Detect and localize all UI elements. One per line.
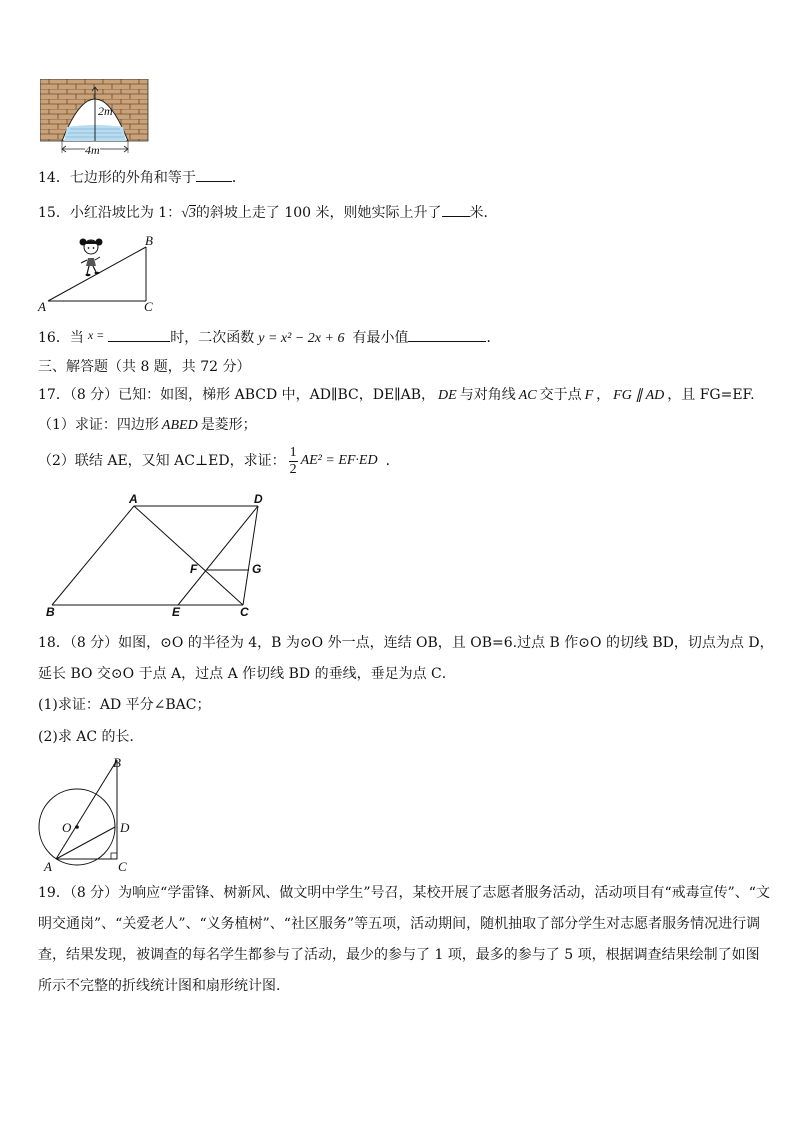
question-18-part2: (2)求 AC 的长． [38,729,144,745]
question-15 [38,202,498,224]
q17-mid1: 与对角线 [459,387,516,403]
q15-number: 15． [38,205,70,221]
one-half-fraction [289,445,298,478]
question-17-part1 [38,415,257,436]
q17-fg-ad: FG ∥ AD [613,388,665,403]
trap-label-g: G [252,562,262,576]
question-18-part1: (1)求证：AD 平分∠BAC； [38,697,211,713]
q16-x-eq: x = [87,328,105,342]
trapezoid-figure [40,490,280,620]
frac-numerator: 1 [289,444,297,460]
q16-text-b: 时，二次函数 [170,330,255,346]
q17-part2-prefix: （2）联结 AE，又知 AC⊥ED，求证： [38,453,286,469]
q16-text-a: 当 [69,330,84,346]
sqrt-radicand: 3 [188,206,196,221]
q15-sqrt [181,205,196,221]
circle-tangent-figure [34,755,144,875]
q17-part1-suffix: 是菱形； [200,417,257,433]
slope-label-a: A [38,299,46,314]
q14-text: 七边形的外角和等于 [69,170,196,186]
height-label: 2m [98,104,113,118]
q17-abed: ABED [161,418,198,433]
trap-label-e: E [172,605,181,619]
q16-function: y = x² − 2x + 6 [258,331,345,346]
trap-label-a: A [129,492,138,506]
section-heading: 三、解答题（共 8 题，共 72 分） [38,359,251,375]
question-17-part2 [38,441,400,481]
question-19-line1: 19．（8 分）为响应“学雷锋、树新风、做文明中学生”号召，某校开展了志愿者服务活动，活动项目有“戒毒宣传”、“文 [38,885,770,901]
question-19-line4: 所示不完整的折线统计图和扇形统计图. [38,978,281,994]
trap-label-c: C [240,605,249,619]
q15-answer-blank[interactable] [442,202,470,217]
question-18-line1: 18．（8 分）如图，⊙O 的半径为 4，B 为⊙O 外一点，连结 OB，且 OB=6.过点 B 作⊙O 的切线 BD，切点为点 D， [38,635,774,651]
circle-label-b: B [113,755,121,770]
question-14 [38,167,246,188]
q14-end: ． [231,170,246,186]
q17-part2-suffix: ． [385,453,400,469]
q15-text-a: 小红沿坡比为 1： [69,205,182,221]
slope-figure [36,233,166,315]
question-19-line3: 查，结果发现，被调查的每名学生都参与了活动，最少的参与了 1 项，最多的参与了 5 项，根据调查结果绘制了如图 [38,947,760,963]
width-label: 4m [85,143,100,157]
question-19-line2: 明交通岗”、“关爱老人”、“义务植树”、“社区服务”等五项，活动期间，随机抽取了部分学生对志愿者服务情况进行调 [38,916,761,932]
slope-label-c: C [144,299,153,314]
q17-tail: ，且 FG=EF. [667,387,755,403]
q16-text-c: 有最小值 [352,330,409,346]
circle-label-c: C [118,859,127,874]
q16-x-blank[interactable] [108,327,170,342]
sqrt-sign: √ [181,206,189,221]
trap-label-b: B [46,605,55,619]
q17-comma: ， [596,387,611,403]
q15-end: 米． [469,205,498,221]
q14-number: 14． [38,170,70,186]
q17-f: F [584,388,594,403]
trap-label-f: F [190,562,198,576]
circle-tangent-diagram [34,755,144,875]
q17-de: DE [438,388,457,403]
slope-label-b: B [145,233,153,248]
q16-end: ． [486,330,501,346]
circle-label-a: A [44,859,52,874]
circle-label-d: D [120,820,130,835]
q15-text-b: 的斜坡上走了 100 米，则她实际上升了 [195,205,442,221]
q16-min-blank[interactable] [408,327,486,342]
frac-denominator: 2 [289,461,297,477]
q14-answer-blank[interactable] [196,167,232,182]
q17-part1-prefix: （1）求证：四边形 [38,417,159,433]
trap-label-d: D [254,492,263,506]
q17-mid2: 交于点 [539,387,582,403]
q16-number: 16． [38,330,70,346]
q17-expr: AE² = EF·ED [300,453,378,468]
girl-icon [80,239,103,277]
arch-bridge-figure [40,79,150,157]
q17-ac: AC [518,388,537,403]
question-17-line1 [38,385,755,406]
question-16 [38,327,500,349]
circle-label-o: O [62,820,72,835]
q17-head: 17．（8 分）已知：如图，梯形 ABCD 中，AD∥BC，DE∥AB， [38,387,436,403]
question-18-line2: 延长 BO 交⊙O 于点 A，过点 A 作切线 BD 的垂线，垂足为点 C． [38,666,456,682]
trapezoid-diagram [40,490,280,620]
